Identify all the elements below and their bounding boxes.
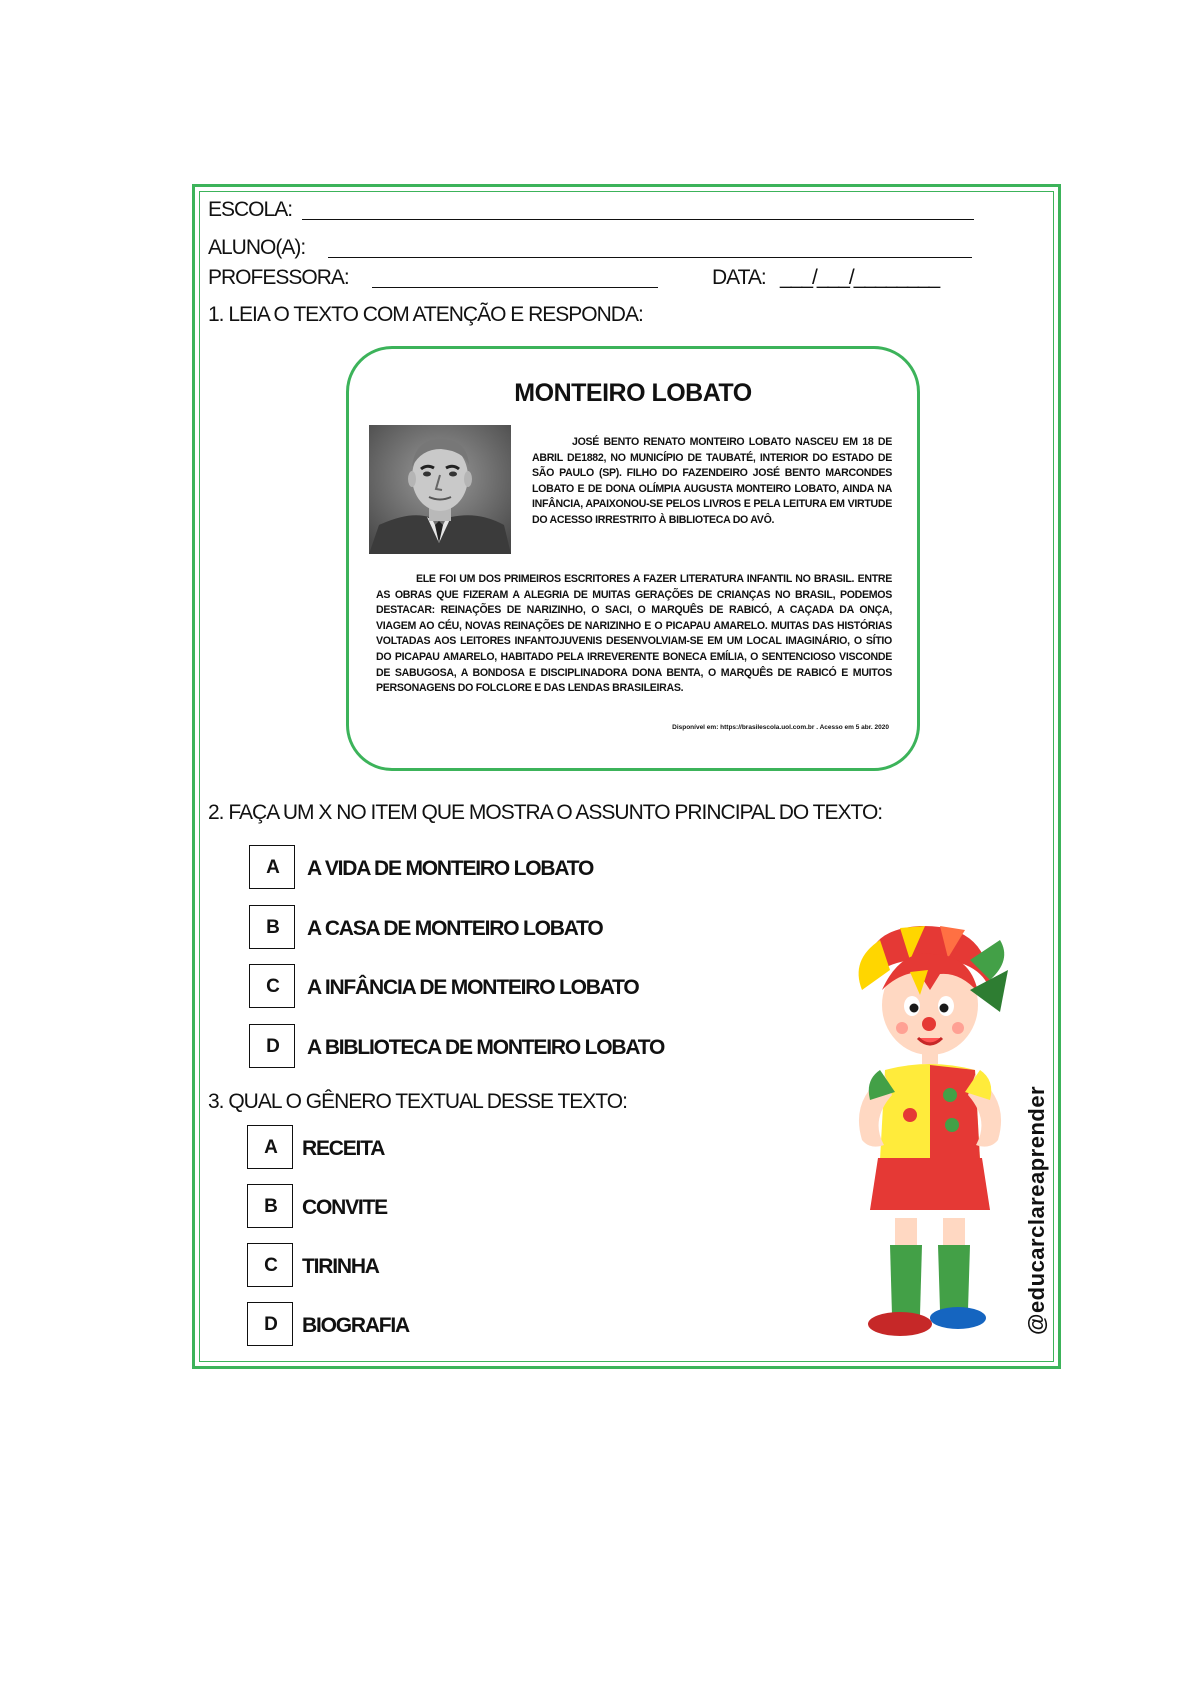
q2-option-b-checkbox[interactable] [249,905,295,949]
bio-paragraph-2 [376,572,892,697]
q2-option-b-label: A CASA DE MONTEIRO LOBATO [307,917,603,940]
aluno-line[interactable] [328,257,972,258]
bio-paragraph-1-text: NASCEU EM 18 DE ABRIL DE1882, NO MUNICÍPIO DE TAUBATÉ, INTERIOR DO ESTADO DE SÃO PAULO (SP). FILHO DO FAZENDEIRO JOSÉ BENTO MARCONDES LOBATO E DE DONA OLÍMPIA AUGUSTA MONTEIRO LOBATO, AINDA NA INFÂNCIA, APAIXONOU-SE PELOS LIVROS E PELA LEITURA EM VIRTUDE DO ACESSO IRRESTRITO À BIBLIOTECA DO AVÔ. [532,436,892,526]
emilia-doll-illustration [840,920,1020,1345]
professora-line[interactable] [372,287,658,288]
escola-label: ESCOLA: [208,198,293,221]
q2-option-c-checkbox[interactable] [249,964,295,1008]
watermark-handle: @educarclareaprender [1024,1085,1049,1335]
data-blank[interactable]: ___/___/________ [780,266,940,289]
text-card [346,346,920,771]
monteiro-lobato-photo [369,425,511,554]
q3-option-a-label: RECEITA [302,1137,385,1160]
q3-option-c-label: TIRINHA [302,1255,379,1278]
escola-line[interactable] [302,219,974,220]
q3-option-d-label: BIOGRAFIA [302,1314,410,1337]
portrait-illustration [369,425,511,554]
card-title: MONTEIRO LOBATO [514,379,752,407]
question-1-prompt: 1. LEIA O TEXTO COM ATENÇÃO E RESPONDA: [208,303,643,326]
q2-option-d-letter: D [266,1036,280,1057]
professora-label: PROFESSORA: [208,266,349,289]
aluno-label: ALUNO(A): [208,236,306,259]
q2-option-a-letter: A [266,857,280,878]
q2-option-a-checkbox[interactable] [249,845,295,889]
bio-paragraph-1 [532,435,892,529]
q3-option-d-letter: D [264,1314,278,1335]
q2-option-c-letter: C [266,976,280,997]
q3-option-d-checkbox[interactable] [247,1302,293,1346]
q2-option-a-label: A VIDA DE MONTEIRO LOBATO [307,857,594,880]
question-3-prompt: 3. QUAL O GÊNERO TEXTUAL DESSE TEXTO: [208,1090,627,1113]
q3-option-a-letter: A [264,1137,278,1158]
q3-option-b-letter: B [264,1196,278,1217]
q3-option-b-checkbox[interactable] [247,1184,293,1228]
q2-option-d-label: A BIBLIOTECA DE MONTEIRO LOBATO [307,1036,665,1059]
q2-option-d-checkbox[interactable] [249,1024,295,1068]
q3-option-a-checkbox[interactable] [247,1125,293,1169]
source-citation: Disponível em: https://brasilescola.uol.com.br . Acesso em 5 abr. 2020 [672,724,889,731]
q3-option-b-label: CONVITE [302,1196,387,1219]
q2-option-c-label: A INFÂNCIA DE MONTEIRO LOBATO [307,976,639,999]
bio-paragraph-2-text: ELE FOI UM DOS PRIMEIROS ESCRITORES A FAZER LITERATURA INFANTIL NO BRASIL. ENTRE AS OBRAS QUE FIZERAM A ALEGRIA DE MUITAS GERAÇÕES DE CRIANÇAS NO BRASIL, PODEMOS DESTACAR: REINAÇÕES DE NARIZINHO, O SACI, O MARQUÊS DE RABICÓ, A CAÇADA DA ONÇA, VIAGEM AO CÉU, NOVAS REINAÇÕES DE NARIZINHO E O PICAPAU AMARELO. MUITAS DAS HISTÓRIAS VOLTADAS AOS LEITORES INFANTOJUVENIS DESENVOLVIAM-SE EM UM LOCAL IMAGINÁRIO, O SÍTIO DO PICAPAU AMARELO, HABITADO PELA IRREVERENTE BONECA EMÍLIA, O SENTENCIOSO VISCONDE DE SABUGOSA, A BONDOSA E DISCIPLINADORA DONA BENTA, O MARQUÊS DE RABICÓ E MUITOS PERSONAGENS DO FOLCLORE E DAS LENDAS BRASILEIRAS. [376,573,892,695]
bio-name: JOSÉ BENTO RENATO MONTEIRO LOBATO [572,436,791,448]
q3-option-c-letter: C [264,1255,278,1276]
data-label: DATA: [712,266,766,289]
question-2-prompt: 2. FAÇA UM X NO ITEM QUE MOSTRA O ASSUNTO PRINCIPAL DO TEXTO: [208,801,883,824]
q3-option-c-checkbox[interactable] [247,1243,293,1287]
q2-option-b-letter: B [266,917,280,938]
